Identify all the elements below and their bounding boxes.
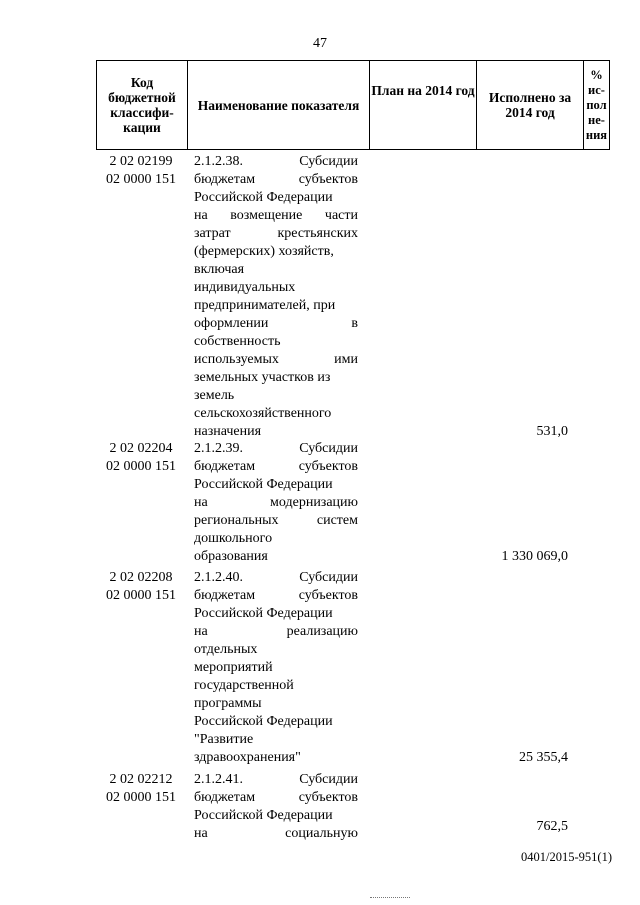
name-word: на [194,208,208,223]
name-word: 2.1.2.40. [194,570,243,585]
name-line [194,440,358,458]
row-code-line1: 2 02 02208 [109,570,173,585]
row-name [194,569,358,767]
header-name: Наименование показателя [187,61,369,149]
name-word: Субсидии [299,570,358,585]
name-word: возмещение [230,208,303,223]
name-word: бюджетам [194,459,256,474]
row-code-line1: 2 02 02199 [109,154,173,169]
row-value: 25 355,4 [519,750,568,765]
row-name [194,153,358,441]
name-word: бюджетам [194,588,256,603]
name-word: здравоохранения" [194,750,301,765]
name-word: Субсидии [299,441,358,456]
row-value: 531,0 [536,424,568,439]
name-word: на [194,826,208,841]
name-line [194,659,358,677]
name-word: государственной [194,678,294,693]
name-line [194,641,358,659]
table-header [96,60,610,150]
name-word: субъектов [298,172,358,187]
name-word: Российской Федерации [194,477,333,492]
name-word: 2.1.2.39. [194,441,243,456]
name-word: субъектов [298,790,358,805]
row-name [194,771,358,843]
name-word: ими [334,352,358,367]
name-word: индивидуальных [194,280,296,295]
name-line [194,713,358,731]
row-code [96,153,186,189]
name-line [194,825,358,843]
name-line [194,333,358,351]
name-line [194,695,358,713]
document-code: 0401/2015-951(1) [521,850,612,864]
name-word: субъектов [298,459,358,474]
name-line [194,279,358,297]
name-word: дошкольного [194,531,273,546]
name-line [194,423,358,441]
row-value: 1 330 069,0 [501,549,568,564]
name-word: на [194,495,208,510]
name-line [194,458,358,476]
name-line [194,225,358,243]
name-line [194,369,358,387]
name-line [194,623,358,641]
name-word: земель [194,388,235,403]
name-line [194,351,358,369]
name-word: части [324,208,358,223]
name-line [194,171,358,189]
row-code-line2: 02 0000 151 [106,172,176,187]
name-line [194,405,358,423]
row-code [96,440,186,476]
name-word: Российской Федерации [194,808,333,823]
name-word: бюджетам [194,790,256,805]
name-line [194,605,358,623]
name-line [194,587,358,605]
row-code-line2: 02 0000 151 [106,459,176,474]
name-line [194,243,358,261]
name-word: оформлении [194,316,269,331]
name-line [194,261,358,279]
name-word: 2.1.2.38. [194,154,243,169]
name-line [194,548,358,566]
row-name [194,440,358,566]
row-code-line1: 2 02 02212 [109,772,173,787]
name-word: предпринимателей, при [194,298,336,313]
name-word: (фермерских) хозяйств, [194,244,334,259]
name-word: Субсидии [299,772,358,787]
row-code-line2: 02 0000 151 [106,588,176,603]
name-word: отдельных [194,642,258,657]
name-line [194,731,358,749]
name-word: социальную [285,826,358,841]
name-word: земельных участков из [194,370,331,385]
name-line [194,789,358,807]
name-word: Российской Федерации [194,190,333,205]
name-word: субъектов [298,588,358,603]
name-word: сельскохозяйственного [194,406,332,421]
header-percent: % ис-пол не-ния [583,61,609,149]
name-line [194,807,358,825]
header-plan: План на 2014 год [369,61,476,149]
name-word: 2.1.2.41. [194,772,243,787]
name-line [194,494,358,512]
name-line [194,771,358,789]
name-word: Российской Федерации [194,714,333,729]
name-word: образования [194,549,268,564]
name-line [194,207,358,225]
bottom-mark [370,897,410,900]
name-word: назначения [194,424,262,439]
header-done: Исполнено за 2014 год [476,61,583,149]
name-word: мероприятий [194,660,273,675]
name-word: затрат [194,226,231,241]
name-word: региональных [194,513,279,528]
name-line [194,387,358,405]
name-line [194,530,358,548]
name-word: включая [194,262,245,277]
name-word: систем [316,513,358,528]
name-word: Российской Федерации [194,606,333,621]
page-number: 47 [313,36,327,51]
name-word: реализацию [286,624,358,639]
name-line [194,476,358,494]
name-word: используемых [194,352,279,367]
row-code-line1: 2 02 02204 [109,441,173,456]
name-word: программы [194,696,262,711]
name-word: Субсидии [299,154,358,169]
name-line [194,315,358,333]
name-line [194,153,358,171]
name-word: на [194,624,208,639]
name-word: бюджетам [194,172,256,187]
row-code [96,569,186,605]
row-value: 762,5 [536,819,568,834]
name-line [194,569,358,587]
name-line [194,677,358,695]
name-word: собственность [194,334,281,349]
name-word: в [351,316,358,331]
name-line [194,297,358,315]
row-code-line2: 02 0000 151 [106,790,176,805]
name-word: крестьянских [277,226,358,241]
header-code: Код бюджетной классифи-кации [108,75,176,135]
name-word: "Развитие [194,732,254,747]
name-line [194,749,358,767]
name-word: модернизацию [270,495,358,510]
name-line [194,512,358,530]
name-line [194,189,358,207]
row-code [96,771,186,807]
